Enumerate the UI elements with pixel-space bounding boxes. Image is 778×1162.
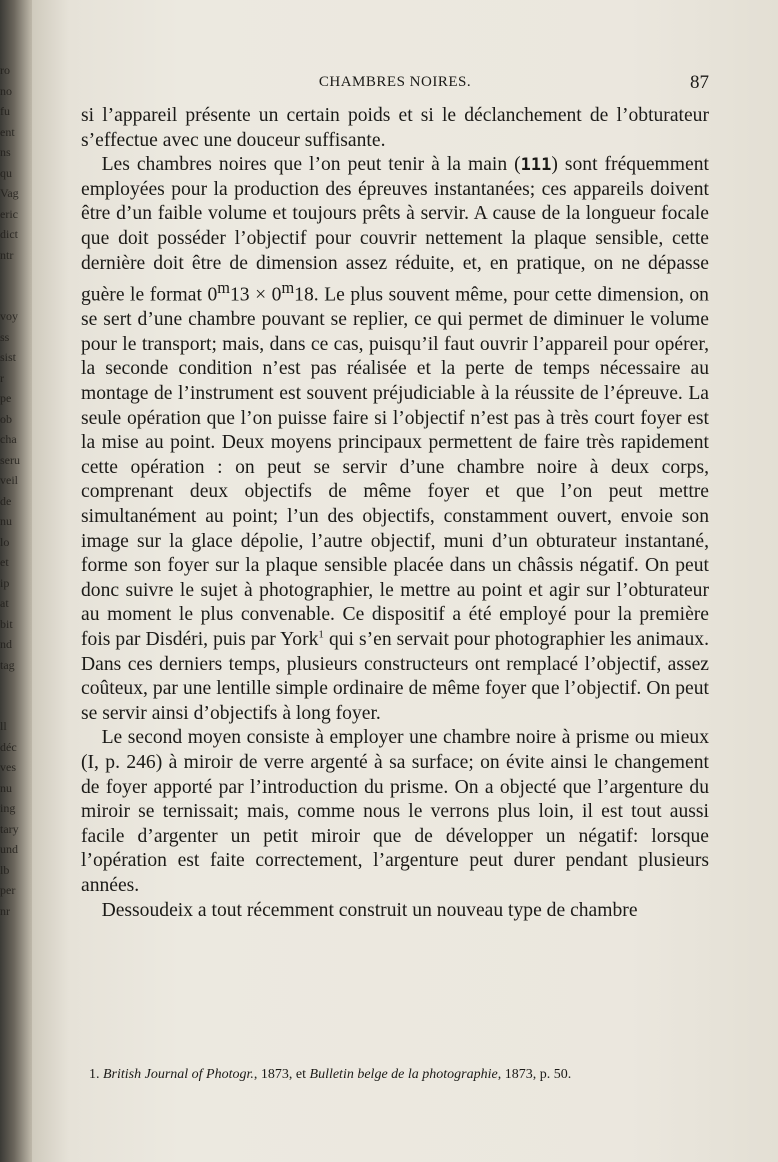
paragraph-text: si l’appareil présente un certain poids et si le déclanchement de l’obturateur s’effectue avec une douceur suffisante. [81,105,709,151]
adjacent-fragment: voy [0,309,18,323]
adjacent-fragment: lo [0,534,10,549]
book-page [32,0,778,1162]
adjacent-fragment: at [0,596,9,610]
paragraph-text: 18. Le plus souvent même, pour cette dimension, on se sert d’une chambre pouvant se replier, ce qui permet de diminuer le volume pour le transport; mais, dans ce cas, puisqu’il faut ouvrir l’appareil pour opérer, la seconde condition n’est pas réalisée et la perte de temps nécessaire au montage de l’instrument est souvent préjudiciable à la réussite de l’épreuve. La seule opération que l’on puisse faire si l’objectif n’est pas à très court foyer est la mise au point. Deux moyens principaux permettent de faire très rapidement cette opération : on peut se servir d’une chambre noire à deux corps, comprenant deux objectifs de même foyer et que l’on peut mettre simultanément au point; l’un des objectifs, constamment ouvert, envoie son image sur la glace dépolie, l’autre objectif, muni d’un obturateur instantané, forme son foyer sur la plaque sensible placée dans un châssis négatif. On peut donc suivre le sujet à photographier, le mettre au point et agir sur l’obturateur au moment le plus convenable. Ce dispositif a été employé pour la première fois par Disdéri, puis par York [81,284,709,650]
adjacent-fragment: cha [0,432,17,446]
paragraph-text: qui s’en servait pour photographier les animaux. Dans ces derniers temps, plusieurs constructeurs ont remplacé l’objectif, assez coûteux, par une lentille simple ordinaire de même foyer que l’objectif. On peut se servir ainsi d’objectifs à long foyer. [81,629,709,724]
adjacent-fragment: lb [0,862,10,877]
adjacent-page-edge-text [0,60,30,1140]
footnote-text: , 1873, et [253,1067,310,1082]
page-number: 87 [690,72,709,93]
adjacent-fragment [0,265,30,286]
unit-superscript: m [217,278,230,298]
adjacent-fragment: Vag [0,186,19,200]
adjacent-fragment: ent [0,124,15,139]
section-reference: 111 [520,155,552,176]
adjacent-fragment [0,921,30,942]
adjacent-fragment: nu [0,514,12,528]
paragraph [81,104,709,153]
paragraph [81,726,709,898]
adjacent-fragment: et [0,555,9,569]
running-title: CHAMBRES NOIRES. [318,74,472,90]
adjacent-fragment: ns [0,145,11,159]
adjacent-fragment [0,696,30,717]
adjacent-fragment: ing [0,801,16,815]
adjacent-fragment: nu [0,780,12,795]
adjacent-fragment: no [0,83,12,98]
adjacent-fragment [0,942,30,963]
adjacent-fragment: veil [0,473,18,487]
adjacent-fragment: ss [0,329,10,344]
adjacent-fragment: ip [0,575,10,590]
adjacent-fragment: dict [0,227,18,241]
adjacent-fragment: seru [0,452,20,467]
footnote [81,1066,709,1084]
paragraph-text: Dessoudeix a tout récemment construit un nouveau type de chambre [101,899,638,921]
adjacent-fragment: tag [0,657,15,672]
adjacent-fragment: pe [0,391,12,405]
footnote-marker: 1 [318,628,324,641]
paragraph-text: 13 × 0 [229,284,282,306]
adjacent-fragment: nr [0,903,10,918]
adjacent-fragment: de [0,493,12,508]
page-content [81,68,709,1082]
footnote-number: 1. [89,1067,100,1082]
adjacent-fragment [0,962,30,983]
adjacent-fragment: sist [0,350,17,364]
body-text [81,104,709,923]
footnote-journal-title: Bulletin belge de la photographie [309,1067,498,1082]
paragraph-text: Les chambres noires que l’on peut tenir à la main ( [101,154,521,176]
adjacent-fragment: tary [0,821,19,836]
running-head [81,68,709,104]
paragraph [81,899,709,924]
adjacent-fragment: ll [0,719,7,733]
paragraph [81,153,709,726]
adjacent-fragment: ves [0,760,16,774]
adjacent-fragment: bit [0,616,13,631]
adjacent-fragment: ntr [0,247,14,262]
adjacent-fragment: per [0,883,16,897]
adjacent-fragment [0,675,30,696]
adjacent-fragment: fu [0,104,10,118]
adjacent-fragment [0,983,30,1004]
adjacent-fragment: qu [0,165,12,180]
unit-superscript: m [281,278,295,298]
adjacent-fragment: nd [0,637,12,651]
adjacent-fragment: ro [0,63,10,77]
adjacent-fragment: und [0,842,18,856]
adjacent-fragment: déc [0,739,17,754]
adjacent-fragment: r [0,370,4,385]
footnote-text: , 1873, p. 50. [497,1067,572,1082]
paragraph-text: Le second moyen consiste à employer une chambre noire à prisme ou mieux (I, p. 246) à miroir de verre argenté à sa surface; on évite ainsi le changement de foyer apporté par l’introduction du prisme. On a objecté que l’argenture du miroir se ternissait; mais, comme nous le verrons plus loin, il est tout aussi facile d’argenter un petit miroir que de développer un négatif: lorsque l’opération est faite correctement, l’argenture peut durer pendant plusieurs années. [81,727,709,896]
footnote-journal-title: British Journal of Photogr. [103,1067,254,1082]
adjacent-fragment: ob [0,411,12,426]
adjacent-fragment [0,286,30,307]
adjacent-fragment: eric [0,206,18,221]
paragraph-text: ) sont fréquemment employées pour la production des épreuves instantanées; ces appareils doivent être d’un faible volume et toujours prêts à servir. A cause de la longueur focale que doit posséder l’objectif pour couvrir nettement la plaque sensible, cette dernière doit être de dimension assez réduite, et, en pratique, on ne dépasse guère le format 0 [81,154,709,306]
